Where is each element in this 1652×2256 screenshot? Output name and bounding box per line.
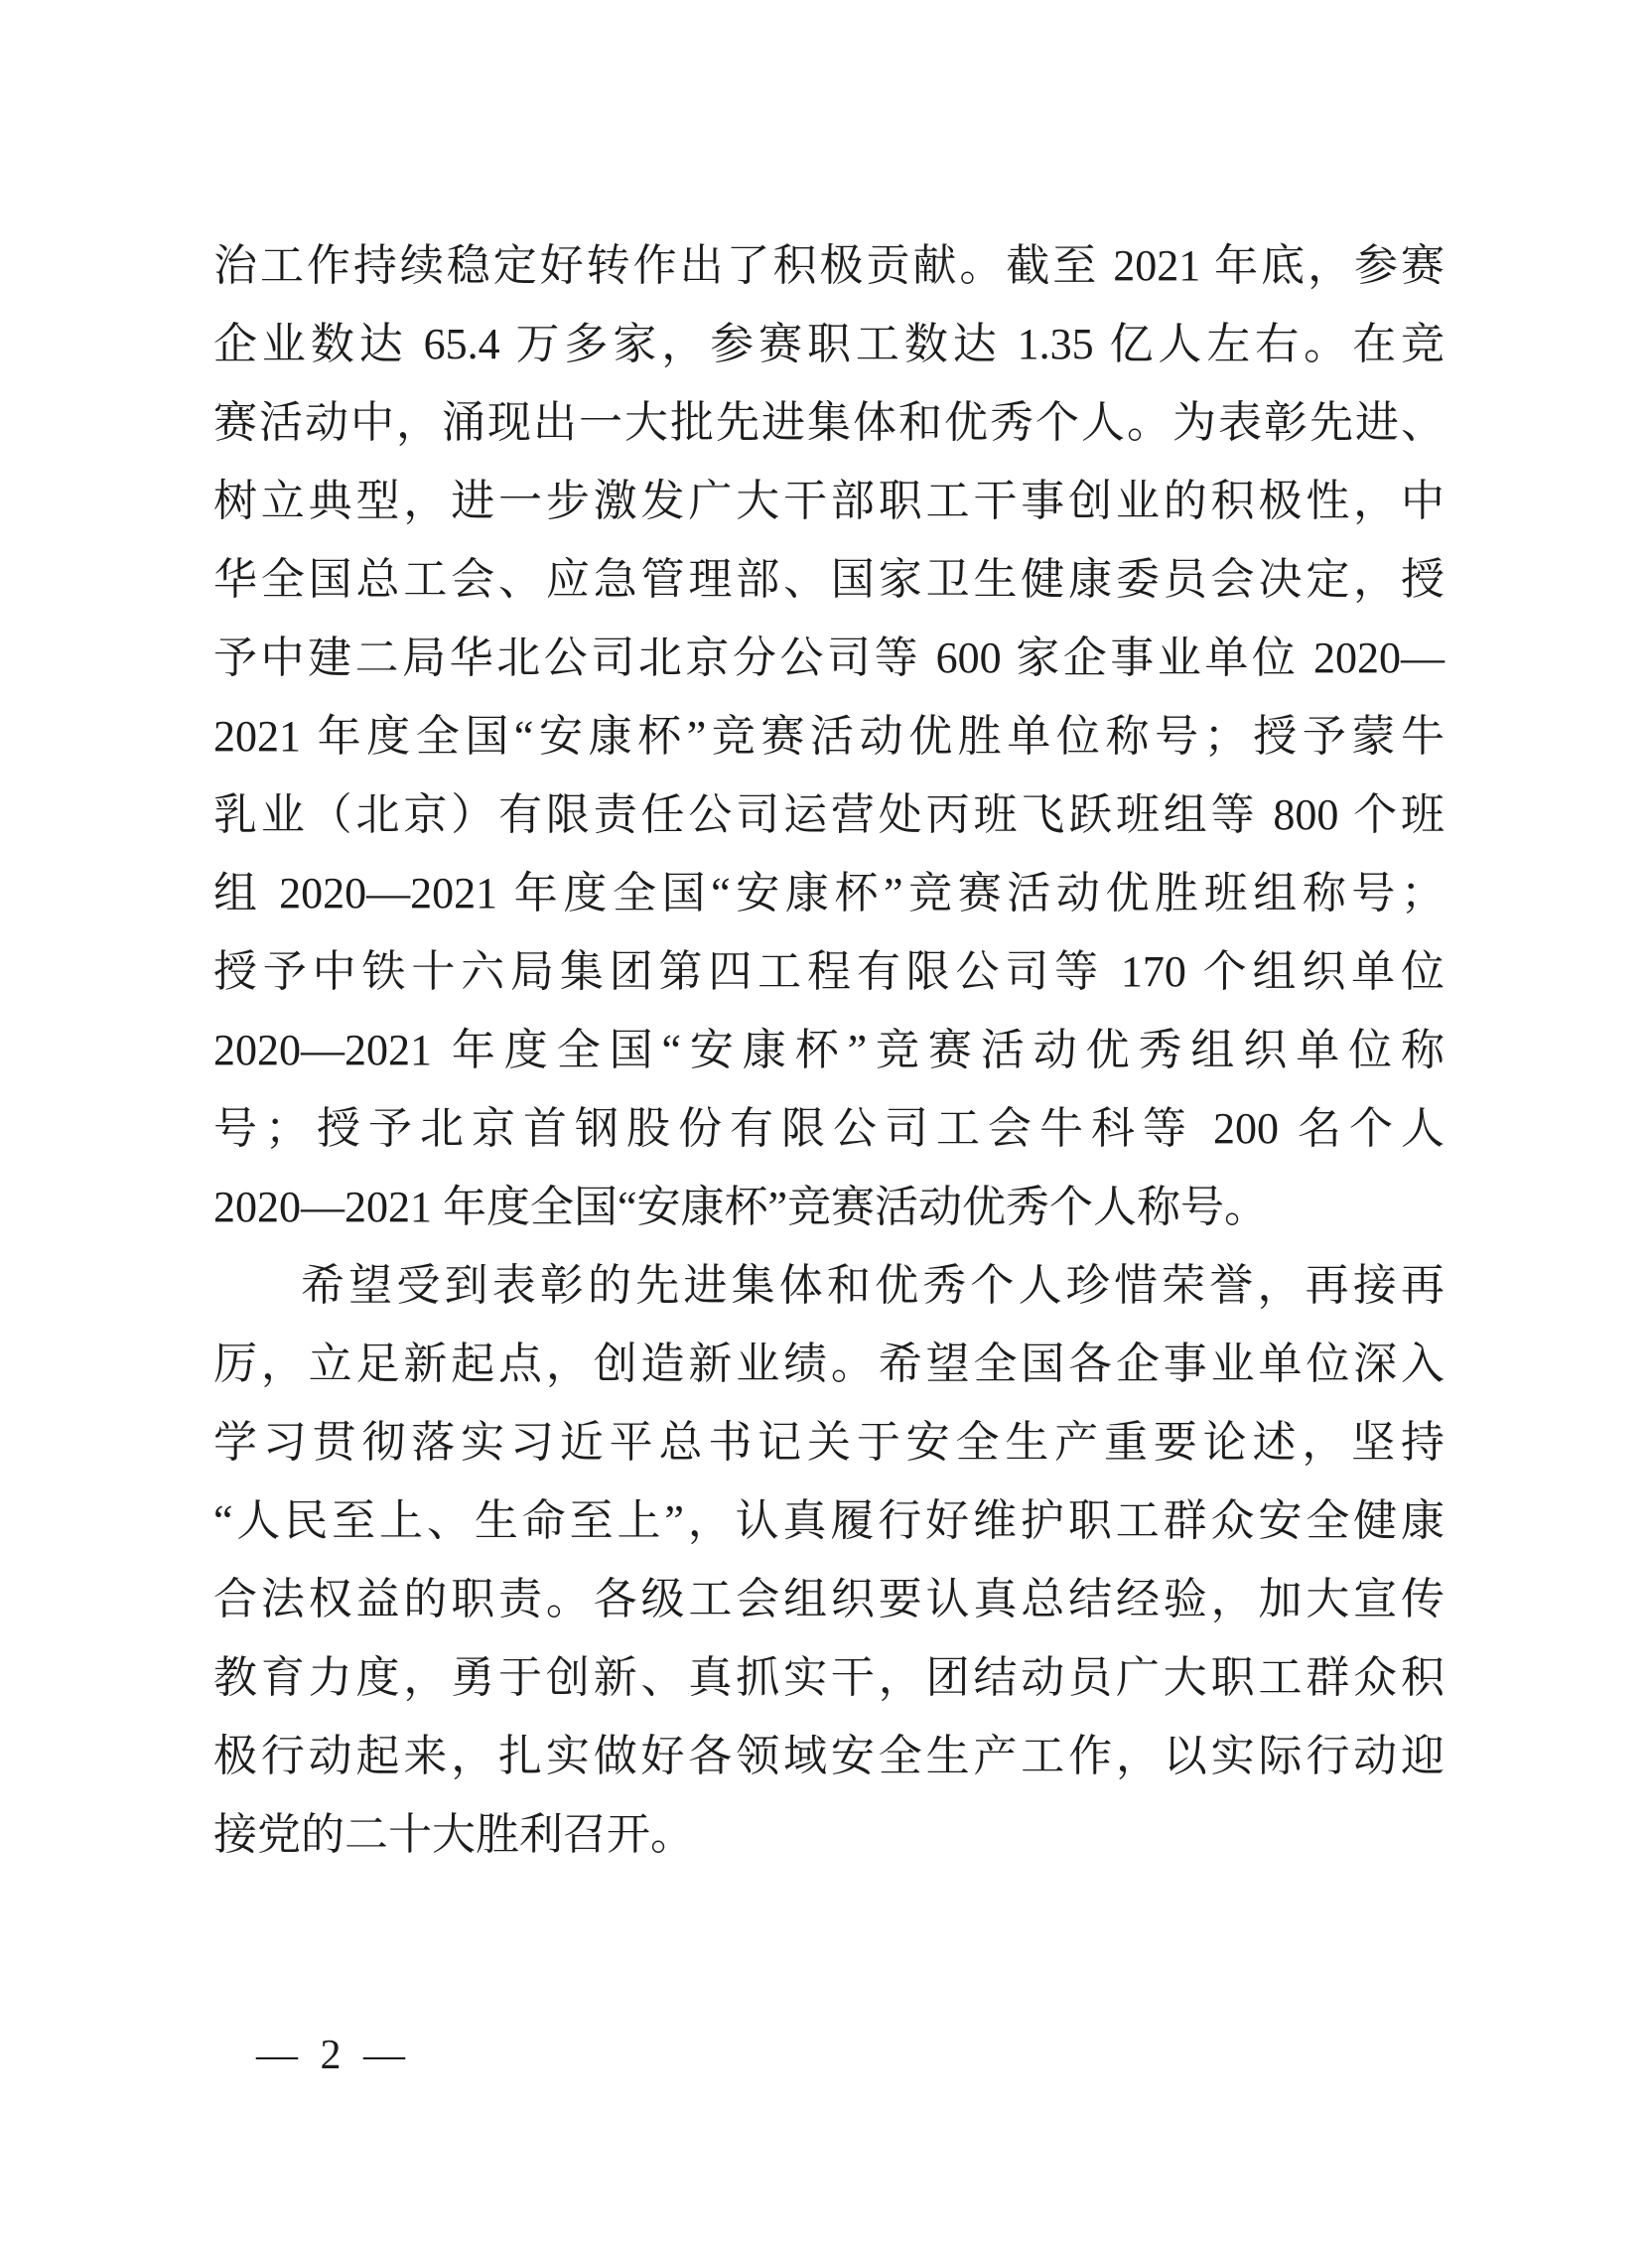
text-line: 号；授予北京首钢股份有限公司工会牛科等 200 名个人: [213, 1104, 1445, 1153]
text-line: 2020—2021 年度全国“安康杯”竞赛活动优秀组织单位称: [213, 1026, 1445, 1074]
text-line: 授予中铁十六局集团第四工程有限公司等 170 个组织单位: [213, 947, 1445, 996]
text-line: 极行动起来，扎实做好各领域安全生产工作，以实际行动迎: [213, 1732, 1445, 1780]
text-line: 接党的二十大胜利召开。: [213, 1810, 694, 1859]
text-line: 树立典型，进一步激发广大干部职工干事创业的积极性，中: [213, 477, 1445, 525]
text-line: 希望受到表彰的先进集体和优秀个人珍惜荣誉，再接再: [301, 1261, 1445, 1310]
text-line: 合法权益的职责。各级工会组织要认真总结经验，加大宣传: [213, 1575, 1445, 1623]
text-line: 教育力度，勇于创新、真抓实干，团结动员广大职工群众积: [213, 1653, 1445, 1702]
text-line: 予中建二局华北公司北京分公司等 600 家企事业单位 2020—: [213, 634, 1445, 682]
text-line: 组 2020—2021 年度全国“安康杯”竞赛活动优胜班组称号；: [213, 869, 1445, 917]
text-line: 治工作持续稳定好转作出了积极贡献。截至 2021 年底，参赛: [213, 241, 1445, 290]
text-line: “人民至上、生命至上”，认真履行好维护职工群众安全健康: [213, 1496, 1445, 1545]
text-line: 2020—2021 年度全国“安康杯”竞赛活动优秀个人称号。: [213, 1183, 1269, 1231]
text-line: 赛活动中，涌现出一大批先进集体和优秀个人。为表彰先进、: [213, 398, 1445, 447]
text-line: 企业数达 65.4 万多家，参赛职工数达 1.35 亿人左右。在竞: [213, 320, 1445, 368]
body-text: [213, 226, 1445, 1874]
text-line: 2021 年度全国“安康杯”竞赛活动优胜单位称号；授予蒙牛: [213, 712, 1445, 761]
text-line: 华全国总工会、应急管理部、国家卫生健康委员会决定，授: [213, 555, 1445, 604]
text-line: 厉，立足新起点，创造新业绩。希望全国各企事业单位深入: [213, 1340, 1445, 1388]
text-line: 乳业（北京）有限责任公司运营处丙班飞跃班组等 800 个班: [213, 790, 1445, 839]
page-number: — 2 —: [256, 2033, 411, 2078]
text-line: 学习贯彻落实习近平总书记关于安全生产重要论述，坚持: [213, 1418, 1445, 1467]
